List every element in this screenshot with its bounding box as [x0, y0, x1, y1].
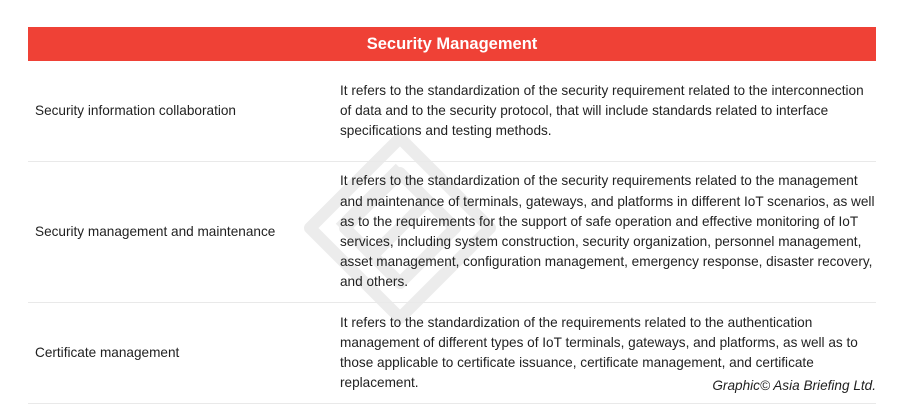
security-management-table	[28, 27, 876, 404]
row-description: It refers to the standardization of the requirements related to the authentication management of different types of IoT terminals, gateways, and platforms, as well as to those applicable to certificate issuance, certificate management, and certificate replacement.	[340, 314, 858, 391]
table-title: Security Management	[366, 34, 538, 53]
table-row	[28, 61, 876, 162]
table-header	[28, 27, 876, 61]
row-description: It refers to the standardization of the security requirements related to the management and maintenance of terminals, gateways, and platforms in different IoT scenarios, as well as to the requirements for the support of safe operation and effective monitoring of IoT services, including system construction, security organization, personnel management, asset management, configuration management, emergency response, disaster recovery, and others.	[340, 173, 875, 290]
graphic-credit: Graphic© Asia Briefing Ltd.	[712, 378, 876, 393]
row-label: Security information collaboration	[35, 103, 236, 118]
row-description: It refers to the standardization of the security requirement related to the interconnection of data and to the security protocol, that will include standards related to interface specifications and testing methods.	[340, 82, 864, 139]
table-row	[28, 162, 876, 303]
row-label: Security management and maintenance	[35, 224, 276, 239]
row-label: Certificate management	[35, 345, 180, 360]
